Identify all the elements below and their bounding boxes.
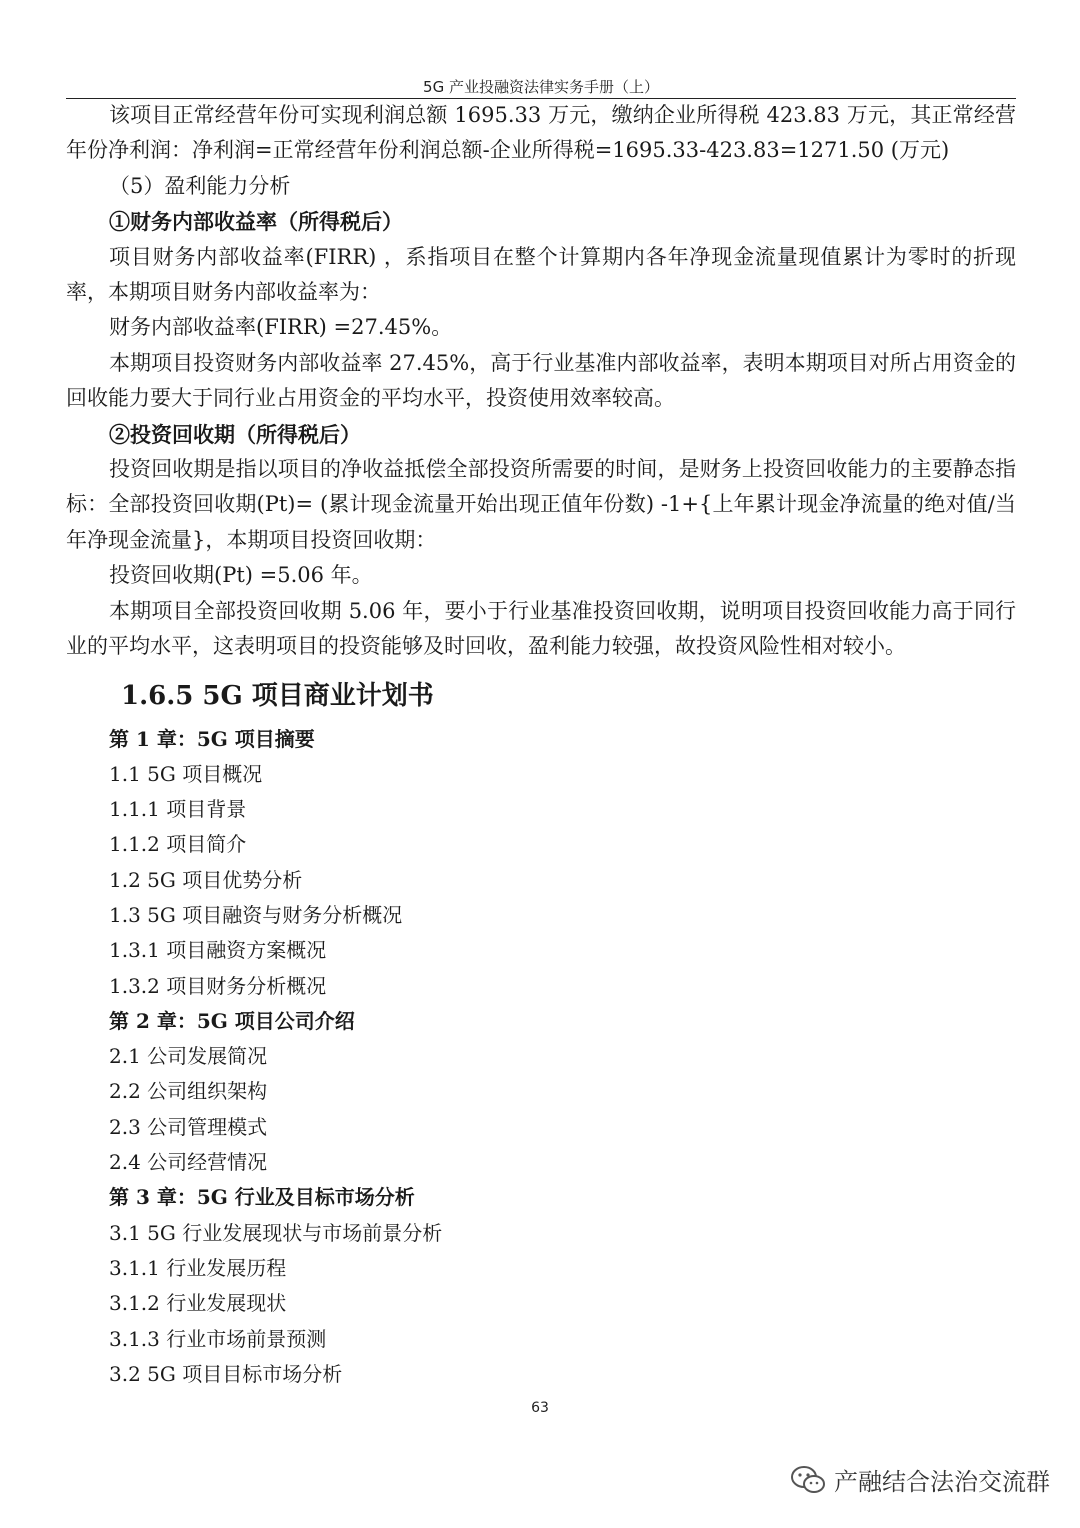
- paragraph-firr-analysis: 本期项目投资财务内部收益率 27.45%，高于行业基准内部收益率，表明本期项目对所占用资金的回收能力要大于同行业占用资金的平均水平，投资使用效率较高。: [66, 350, 1016, 411]
- page-header: 5G 产业投融资法律实务手册（上）: [423, 78, 659, 96]
- toc-list: [66, 722, 1016, 1393]
- toc-item: 2.4 公司经营情况: [109, 1150, 268, 1175]
- subheading-profitability: （5）盈利能力分析: [109, 173, 291, 198]
- page-number: 63: [531, 1400, 549, 1416]
- toc-chapter: 第 3 章：5G 行业及目标市场分析: [109, 1185, 415, 1210]
- paragraph-firr-value: 财务内部收益率(FIRR) =27.45%。: [109, 315, 453, 340]
- paragraph-payback-value: 投资回收期(Pt) =5.06 年。: [109, 563, 373, 588]
- toc-item: 1.1 5G 项目概况: [109, 761, 263, 786]
- toc-item: 2.2 公司组织架构: [109, 1079, 268, 1104]
- wechat-icon: [790, 1465, 826, 1495]
- toc-item: 3.1 5G 行业发展现状与市场前景分析: [109, 1220, 443, 1245]
- paragraph-firr-definition: 项目财务内部收益率(FIRR) ，系指项目在整个计算期内各年净现金流量现值累计为零时的折现率，本期项目财务内部收益率为：: [66, 244, 1016, 305]
- paragraph-payback-definition: 投资回收期是指以项目的净收益抵偿全部投资所需要的时间，是财务上投资回收能力的主要静态指标：全部投资回收期(Pt)= (累计现金流量开始出现正值年份数) -1+{上年累计现金净流量的绝对值/当年净现金流量}，本期项目投资回收期：: [66, 457, 1016, 552]
- toc-item: 1.3 5G 项目融资与财务分析概况: [109, 902, 403, 927]
- toc-item: 3.1.1 行业发展历程: [109, 1255, 287, 1280]
- subheading-payback: ②投资回收期（所得税后）: [109, 421, 361, 447]
- watermark-text: 产融结合法治交流群: [834, 1468, 1050, 1496]
- subheading-firr: ①财务内部收益率（所得税后）: [109, 209, 403, 235]
- toc-item: 2.1 公司发展简况: [109, 1044, 268, 1069]
- toc-item: 2.3 公司管理模式: [109, 1114, 268, 1139]
- toc-item: 1.3.1 项目融资方案概况: [109, 938, 327, 963]
- toc-chapter: 第 1 章：5G 项目摘要: [109, 726, 315, 751]
- section-heading: 1.6.5 5G 项目商业计划书: [121, 680, 434, 711]
- toc-item: 1.1.1 项目背景: [109, 797, 247, 822]
- toc-item: 3.2 5G 项目目标市场分析: [109, 1361, 343, 1386]
- toc-item: 3.1.2 行业发展现状: [109, 1291, 287, 1316]
- toc-item: 1.1.2 项目简介: [109, 832, 247, 857]
- page-content: [66, 98, 1016, 1392]
- toc-chapter: 第 2 章：5G 项目公司介绍: [109, 1008, 355, 1033]
- watermark: [790, 1462, 1050, 1497]
- toc-item: 1.2 5G 项目优势分析: [109, 867, 303, 892]
- toc-item: 1.3.2 项目财务分析概况: [109, 973, 327, 998]
- paragraph-net-profit: 该项目正常经营年份可实现利润总额 1695.33 万元，缴纳企业所得税 423.83 万元，其正常经营年份净利润：净利润=正常经营年份利润总额-企业所得税=1695.33-423.83=1271.50 (万元): [66, 103, 1016, 163]
- toc-item: 3.1.3 行业市场前景预测: [109, 1326, 327, 1351]
- paragraph-payback-analysis: 本期项目全部投资回收期 5.06 年，要小于行业基准投资回收期，说明项目投资回收能力高于同行业的平均水平，这表明项目的投资能够及时回收，盈利能力较强，故投资风险性相对较小。: [66, 598, 1016, 659]
